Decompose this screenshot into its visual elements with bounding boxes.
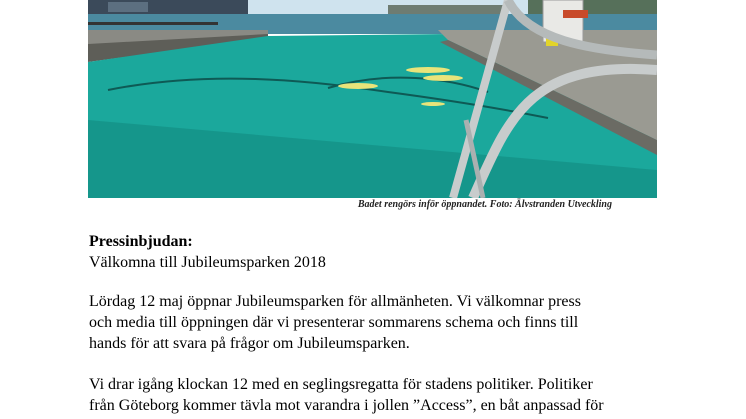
pool-photo [88,0,657,198]
paragraph-line: Lördag 12 maj öppnar Jubileumsparken för allmänheten. Vi välkomnar press [89,293,581,310]
page-title: Välkomna till Jubileumsparken 2018 [89,254,326,271]
paragraph-regatta [89,374,649,416]
photo-caption: Badet rengörs inför öppnandet. Foto: Älvstranden Utveckling [357,199,612,210]
paragraph-line: Vi drar igång klockan 12 med en seglingsregatta för stadens politiker. Politiker [89,376,593,393]
pool-illustration [88,0,657,198]
paragraph-line: och media till öppningen där vi presenterar sommarens schema och finns till [89,314,579,331]
paragraph-line: hands för att svara på frågor om Jubileumsparken. [89,335,410,352]
paragraph-opening [89,291,649,354]
press-invitation-label: Pressinbjudan: [89,233,193,250]
paragraph-line: från Göteborg kommer tävla mot varandra i jollen ”Access”, en båt anpassad för [89,397,604,414]
